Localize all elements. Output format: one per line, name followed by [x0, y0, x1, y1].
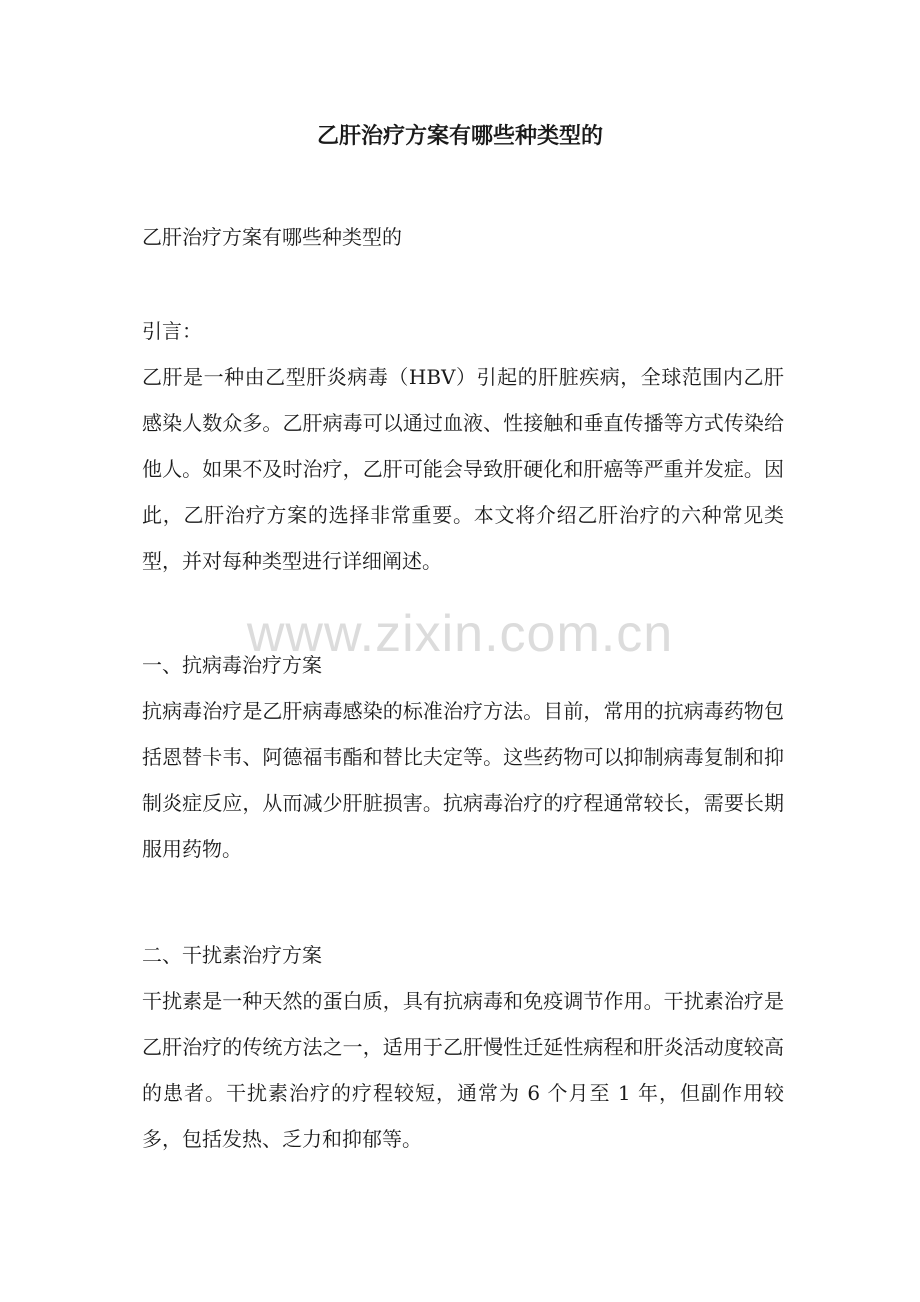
- intro-paragraph: 乙肝是一种由乙型肝炎病毒（HBV）引起的肝脏疾病，全球范围内乙肝感染人数众多。乙肝病毒可以通过血液、性接触和垂直传播等方式传染给他人。如果不及时治疗，乙肝可能会导致肝硬化和肝癌等严重并发症。因此，乙肝治疗方案的选择非常重要。本文将介绍乙肝治疗的六种常见类型，并对每种类型进行详细阐述。: [142, 365, 784, 573]
- section-interferon: [142, 932, 784, 1162]
- section-paragraph: 抗病毒治疗是乙肝病毒感染的标准治疗方法。目前，常用的抗病毒药物包括恩替卡韦、阿德福韦酯和替比夫定等。这些药物可以抑制病毒复制和抑制炎症反应，从而减少肝脏损害。抗病毒治疗的疗程通常较长，需要长期服用药物。: [142, 699, 784, 861]
- document-title: 乙肝治疗方案有哪些种类型的: [316, 123, 603, 149]
- intro-heading: 引言：: [142, 319, 202, 343]
- document-subtitle: 乙肝治疗方案有哪些种类型的: [142, 225, 402, 249]
- site-watermark: www.zixin.com.cn: [246, 605, 674, 663]
- section-paragraph: 干扰素是一种天然的蛋白质，具有抗病毒和免疫调节作用。干扰素治疗是乙肝治疗的传统方法之一，适用于乙肝慢性迁延性病程和肝炎活动度较高的患者。干扰素治疗的疗程较短，通常为 6 个月至 1 年，但副作用较多，包括发热、乏力和抑郁等。: [142, 989, 784, 1151]
- document-subtitle-block: [142, 214, 784, 260]
- section-heading: 一、抗病毒治疗方案: [142, 653, 322, 677]
- section-antiviral: [142, 642, 784, 872]
- section-heading: 二、干扰素治疗方案: [142, 943, 322, 967]
- intro-section: [142, 308, 784, 584]
